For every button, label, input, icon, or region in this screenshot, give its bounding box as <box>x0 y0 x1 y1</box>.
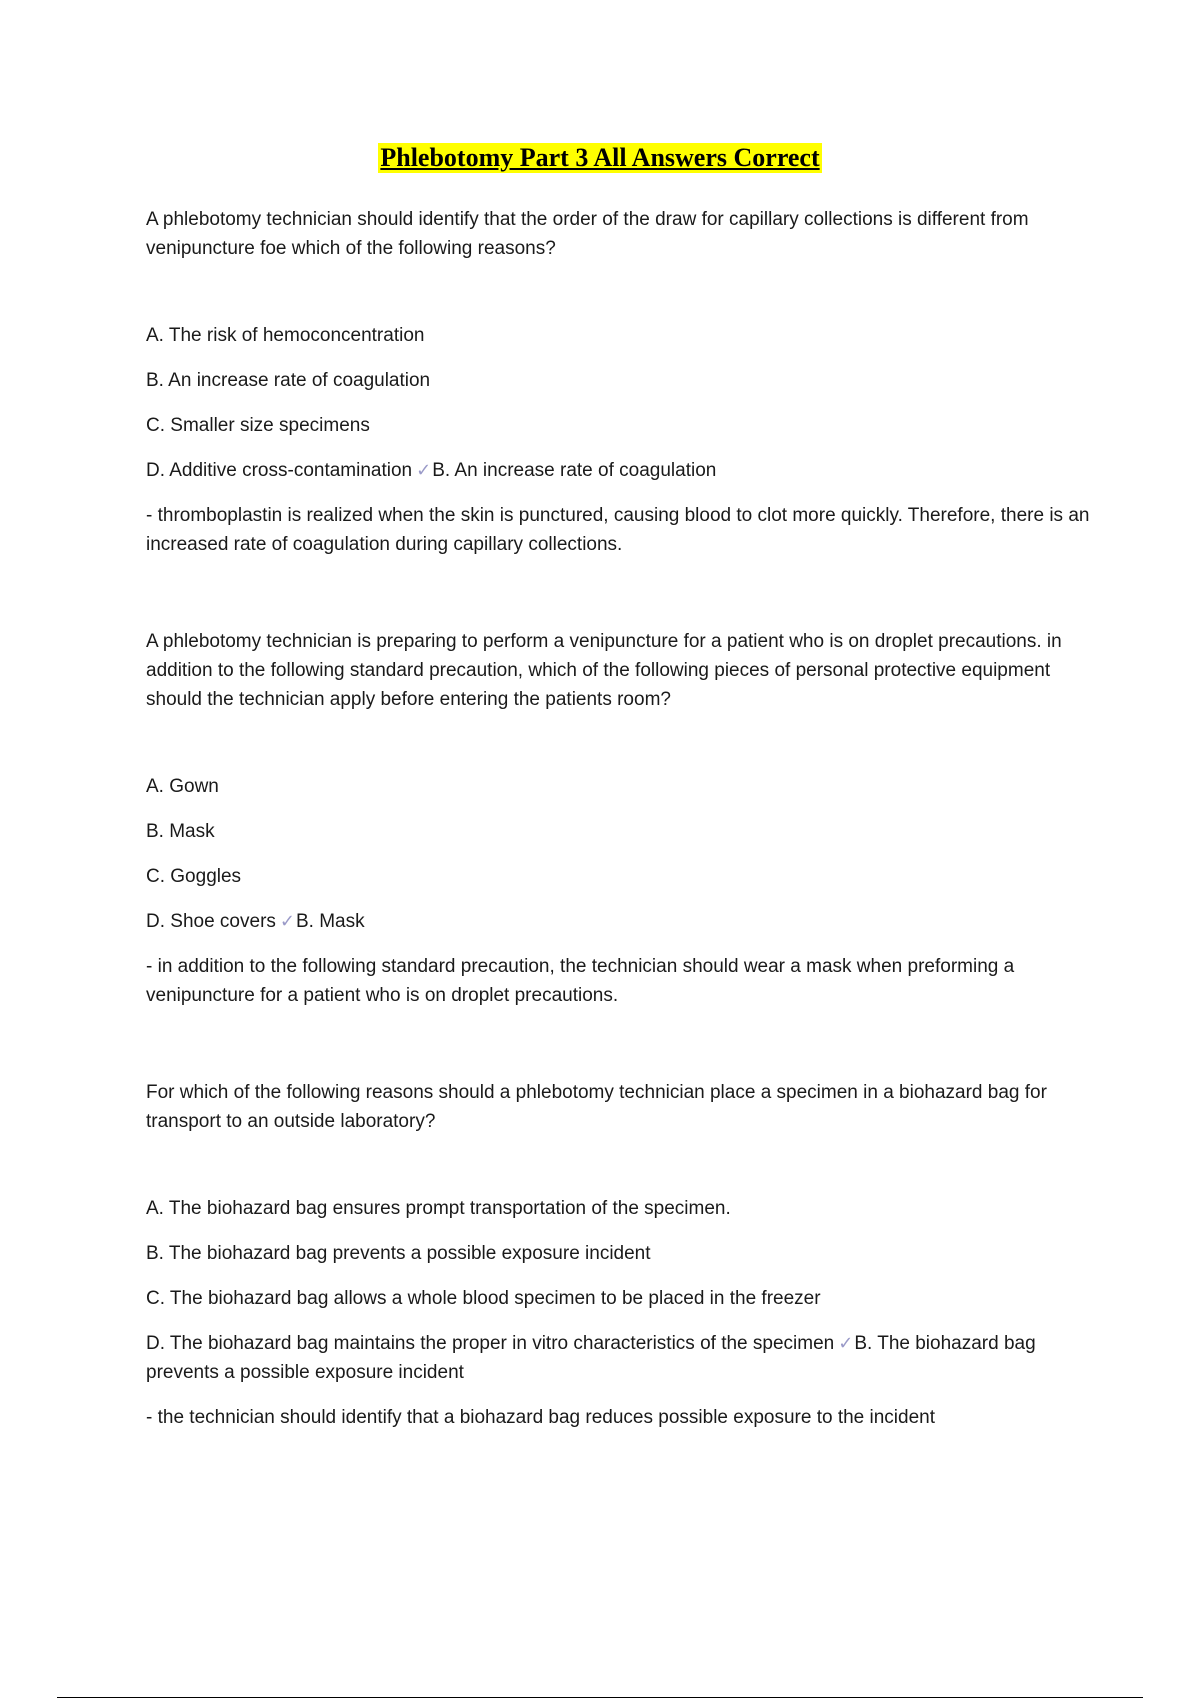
check-mark-icon: ✓ <box>279 911 295 931</box>
options-list <box>146 321 1096 485</box>
option-c: C. Goggles <box>146 866 242 887</box>
option-d: D. Additive cross-contamination <box>146 460 413 481</box>
answer-explanation: - the technician should identify that a biohazard bag reduces possible exposure to the incident <box>146 1407 936 1428</box>
document-body <box>146 205 1096 1432</box>
correct-answer: B. Mask <box>296 911 365 932</box>
question-block-3 <box>146 1078 1096 1432</box>
option-d: D. The biohazard bag maintains the proper in vitro characteristics of the specimen <box>146 1333 835 1354</box>
answer-explanation: - in addition to the following standard precaution, the technician should wear a mask when preforming a venipuncture for a patient who is on droplet precautions. <box>146 956 1015 1006</box>
question-block-1 <box>146 205 1096 559</box>
option-c: C. Smaller size specimens <box>146 415 370 436</box>
option-d-with-answer <box>146 907 1096 936</box>
footer-divider <box>57 1697 1143 1698</box>
correct-answer: B. The biohazard bag prevents a possible exposure incident <box>146 1333 1036 1383</box>
option-d-with-answer <box>146 1329 1096 1387</box>
option-b: B. The biohazard bag prevents a possible exposure incident <box>146 1243 651 1264</box>
question-block-2 <box>146 627 1096 1010</box>
option-b: B. An increase rate of coagulation <box>146 370 431 391</box>
correct-answer: B. An increase rate of coagulation <box>432 460 717 481</box>
option-a: A. Gown <box>146 776 219 797</box>
question-stem: For which of the following reasons should a phlebotomy technician place a specimen in a biohazard bag for transport to an outside laboratory? <box>146 1082 1047 1132</box>
option-b: B. Mask <box>146 821 215 842</box>
option-a: A. The biohazard bag ensures prompt transportation of the specimen. <box>146 1198 731 1219</box>
options-list <box>146 772 1096 936</box>
option-d: D. Shoe covers <box>146 911 276 932</box>
option-a: A. The risk of hemoconcentration <box>146 325 425 346</box>
options-list <box>146 1194 1096 1387</box>
option-d-with-answer <box>146 456 1096 485</box>
document-title: Phlebotomy Part 3 All Answers Correct <box>380 143 820 172</box>
answer-explanation: - thromboplastin is realized when the skin is punctured, causing blood to clot more quickly. Therefore, there is an increased rate of coagulation during capillary collections. <box>146 505 1090 555</box>
check-mark-icon: ✓ <box>838 1333 854 1353</box>
check-mark-icon: ✓ <box>416 460 432 480</box>
question-stem: A phlebotomy technician should identify that the order of the draw for capillary collections is different from venipuncture foe which of the following reasons? <box>146 209 1029 259</box>
option-c: C. The biohazard bag allows a whole blood specimen to be placed in the freezer <box>146 1288 821 1309</box>
question-stem: A phlebotomy technician is preparing to perform a venipuncture for a patient who is on droplet precautions. in addition to the following standard precaution, which of the following pieces of personal protective equipment should the technician apply before entering the patients room? <box>146 631 1062 710</box>
title-container <box>0 143 1200 173</box>
